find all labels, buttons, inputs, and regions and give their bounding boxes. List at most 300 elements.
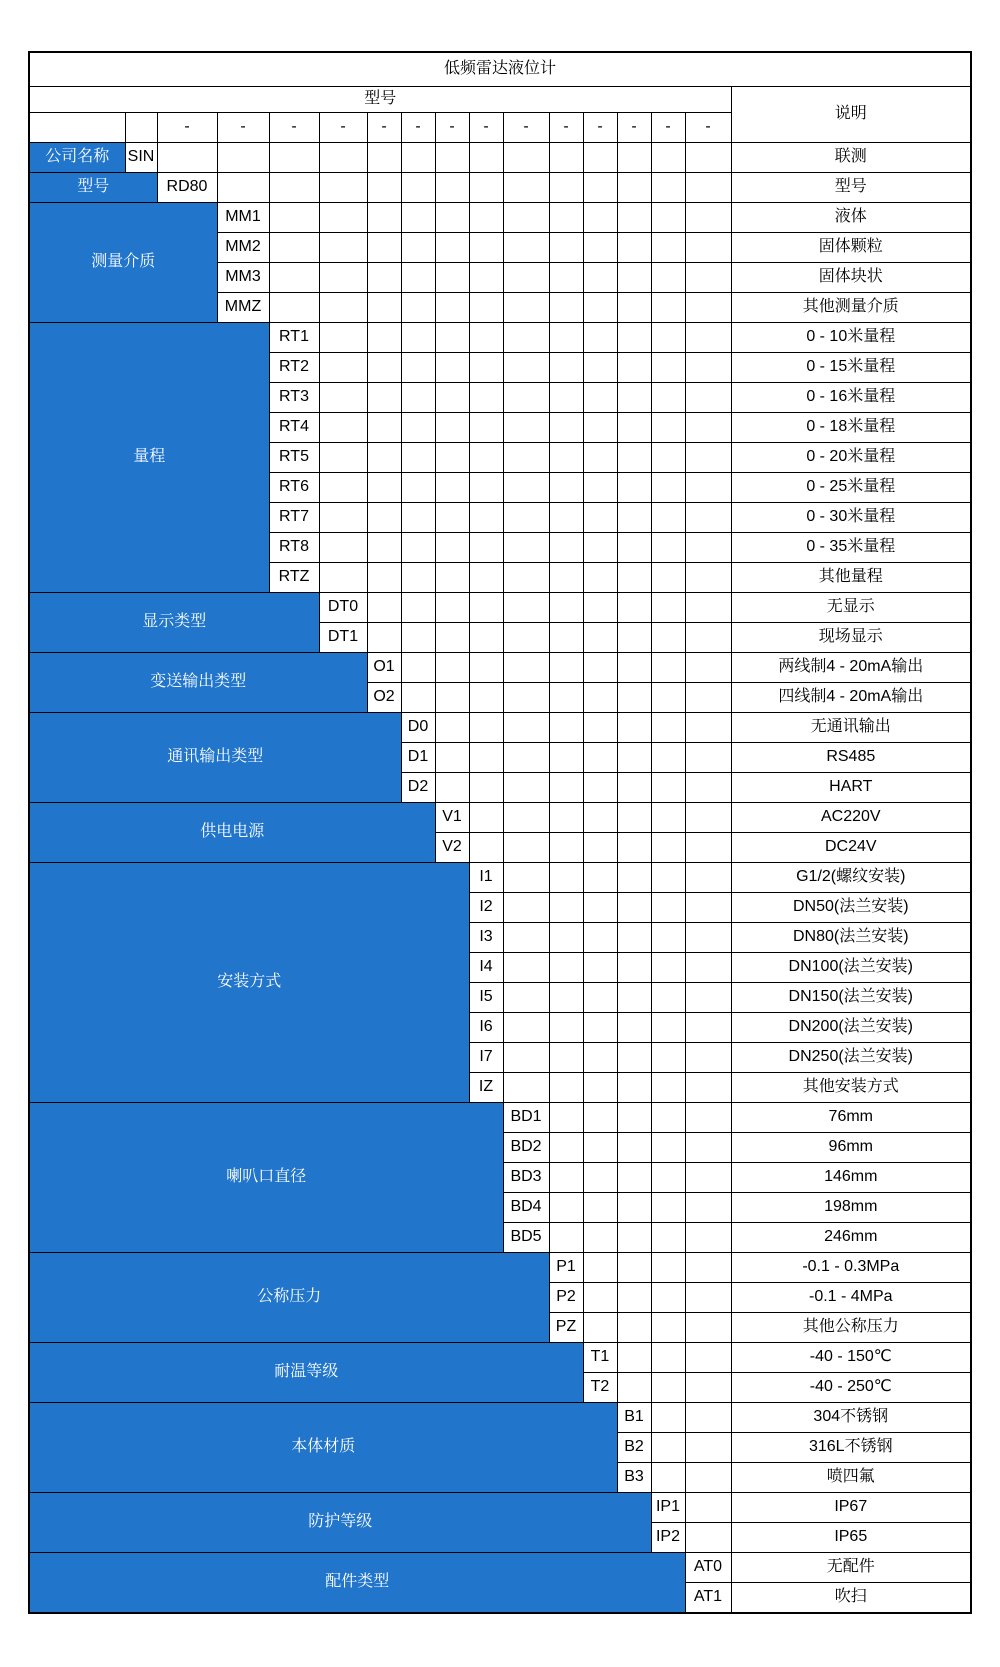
empty-grid-cell [651,983,685,1013]
empty-grid-cell [367,203,401,233]
category-label: 本体材质 [29,1403,617,1493]
empty-grid-cell [367,323,401,353]
description-cell: 液体 [731,203,971,233]
empty-grid-cell [651,323,685,353]
empty-grid-cell [583,773,617,803]
empty-grid-cell [617,443,651,473]
empty-grid-cell [583,743,617,773]
empty-grid-cell [503,773,549,803]
empty-grid-cell [685,503,731,533]
description-cell: 0 - 25米量程 [731,473,971,503]
empty-grid-cell [549,623,583,653]
empty-grid-cell [319,473,367,503]
empty-grid-cell [469,743,503,773]
empty-grid-cell [549,743,583,773]
empty-grid-cell [269,293,319,323]
empty-grid-cell [685,803,731,833]
empty-grid-cell [651,1163,685,1193]
empty-grid-cell [503,563,549,593]
category-label: 配件类型 [29,1553,685,1614]
empty-grid-cell [503,983,549,1013]
code-cell: IP1 [651,1493,685,1523]
empty-grid-cell [617,143,651,173]
model-header-cell: 型号 [29,87,731,113]
empty-grid-cell [685,1463,731,1493]
empty-grid-cell [685,533,731,563]
empty-grid-cell [617,173,651,203]
empty-grid-cell [583,383,617,413]
empty-grid-cell [435,653,469,683]
dash-cell: - [367,113,401,143]
empty-grid-cell [549,1133,583,1163]
empty-grid-cell [651,293,685,323]
category-label: 安装方式 [29,863,469,1103]
empty-grid-cell [617,503,651,533]
empty-grid-cell [583,863,617,893]
dash-cell: - [549,113,583,143]
description-cell: 198mm [731,1193,971,1223]
empty-grid-cell [469,173,503,203]
empty-grid-cell [435,173,469,203]
spec-row [29,1343,971,1373]
empty-grid-cell [469,653,503,683]
empty-grid-cell [435,533,469,563]
empty-grid-cell [617,833,651,863]
empty-grid-cell [583,473,617,503]
empty-grid-cell [319,383,367,413]
empty-grid-cell [685,863,731,893]
empty-grid-cell [435,773,469,803]
description-cell: 其他公称压力 [731,1313,971,1343]
empty-grid-cell [617,1043,651,1073]
empty-grid-cell [685,233,731,263]
dash-cell: - [583,113,617,143]
description-cell: HART [731,773,971,803]
empty-grid-cell [651,923,685,953]
description-cell: 固体块状 [731,263,971,293]
empty-grid-cell [685,833,731,863]
empty-grid-cell [469,323,503,353]
empty-grid-cell [685,1403,731,1433]
code-cell: I7 [469,1043,503,1073]
title-row [29,52,971,87]
empty-grid-cell [549,1013,583,1043]
empty-grid-cell [583,893,617,923]
empty-grid-cell [401,473,435,503]
code-cell: BD5 [503,1223,549,1253]
empty-grid-cell [549,833,583,863]
code-cell: AT0 [685,1553,731,1583]
empty-grid-cell [583,1193,617,1223]
empty-grid-cell [549,653,583,683]
empty-grid-cell [549,263,583,293]
code-cell: RT3 [269,383,319,413]
empty-grid-cell [685,713,731,743]
empty-grid-cell [503,1043,549,1073]
empty-grid-cell [617,293,651,323]
empty-grid-cell [651,803,685,833]
empty-grid-cell [549,683,583,713]
empty-grid-cell [435,413,469,443]
empty-grid-cell [367,443,401,473]
empty-grid-cell [651,1403,685,1433]
empty-grid-cell [367,263,401,293]
description-cell: 316L不锈钢 [731,1433,971,1463]
empty-grid-cell [367,563,401,593]
category-label: 通讯输出类型 [29,713,401,803]
empty-grid-cell [319,293,367,323]
empty-grid-cell [685,983,731,1013]
empty-grid-cell [651,1193,685,1223]
empty-grid-cell [617,1343,651,1373]
empty-grid-cell [549,533,583,563]
description-cell: 喷四氟 [731,1463,971,1493]
spec-row [29,1103,971,1133]
empty-grid-cell [367,593,401,623]
empty-grid-cell [469,833,503,863]
empty-grid-cell [583,803,617,833]
empty-grid-cell [549,953,583,983]
empty-grid-cell [583,233,617,263]
code-cell: P2 [549,1283,583,1313]
empty-grid-cell [319,353,367,383]
empty-grid-cell [401,683,435,713]
empty-grid-cell [685,1223,731,1253]
empty-grid-cell [549,593,583,623]
dash-cell: - [503,113,549,143]
empty-grid-cell [549,233,583,263]
spec-row [29,143,971,173]
empty-grid-cell [503,293,549,323]
description-cell: -0.1 - 0.3MPa [731,1253,971,1283]
description-cell: 固体颗粒 [731,233,971,263]
empty-grid-cell [651,773,685,803]
empty-grid-cell [685,1433,731,1463]
empty-grid-cell [583,1103,617,1133]
empty-grid-cell [435,503,469,533]
empty-grid-cell [685,1163,731,1193]
empty-grid-cell [435,293,469,323]
empty-grid-cell [469,503,503,533]
description-cell: 现场显示 [731,623,971,653]
code-cell: RD80 [157,173,217,203]
empty-grid-cell [583,593,617,623]
empty-grid-cell [469,353,503,383]
code-cell: RT6 [269,473,319,503]
empty-grid-cell [617,533,651,563]
empty-grid-cell [503,533,549,563]
empty-grid-cell [583,1313,617,1343]
empty-grid-cell [549,713,583,743]
empty-grid-cell [319,323,367,353]
description-cell: 无显示 [731,593,971,623]
empty-grid-cell [367,143,401,173]
empty-grid-cell [583,1043,617,1073]
empty-grid-cell [503,203,549,233]
empty-grid-cell [269,173,319,203]
empty-grid-cell [651,833,685,863]
empty-grid-cell [583,143,617,173]
model-selection-table [28,51,972,1614]
empty-grid-cell [319,263,367,293]
empty-grid-cell [651,563,685,593]
empty-grid-cell [617,1163,651,1193]
empty-grid-cell [549,1043,583,1073]
empty-grid-cell [685,263,731,293]
empty-grid-cell [685,653,731,683]
empty-grid-cell [685,893,731,923]
dash-cell: - [617,113,651,143]
empty-grid-cell [617,413,651,443]
empty-grid-cell [401,293,435,323]
empty-grid-cell [401,323,435,353]
empty-grid-cell [617,1073,651,1103]
empty-grid-cell [685,593,731,623]
empty-grid-cell [617,323,651,353]
empty-grid-cell [685,323,731,353]
empty-grid-cell [617,1133,651,1163]
empty-grid-cell [583,1253,617,1283]
empty-grid-cell [549,473,583,503]
empty-grid-cell [549,983,583,1013]
empty-grid-cell [503,923,549,953]
description-cell: 0 - 18米量程 [731,413,971,443]
code-cell: BD4 [503,1193,549,1223]
code-cell: B1 [617,1403,651,1433]
code-cell: V2 [435,833,469,863]
description-cell: 其他安装方式 [731,1073,971,1103]
empty-grid-cell [469,143,503,173]
description-header-cell: 说明 [731,87,971,143]
empty-grid-cell [503,713,549,743]
empty-grid-cell [503,233,549,263]
empty-grid-cell [503,173,549,203]
description-cell: 联测 [731,143,971,173]
empty-grid-cell [651,383,685,413]
code-cell: B2 [617,1433,651,1463]
empty-grid-cell [651,1343,685,1373]
dash-cell: - [435,113,469,143]
empty-grid-cell [435,383,469,413]
empty-grid-cell [157,143,217,173]
code-cell: AT1 [685,1583,731,1614]
empty-grid-cell [685,1193,731,1223]
code-cell: BD2 [503,1133,549,1163]
empty-grid-cell [503,833,549,863]
empty-grid-cell [469,593,503,623]
category-label: 公称压力 [29,1253,549,1343]
empty-grid-cell [651,1283,685,1313]
empty-grid-cell [583,1283,617,1313]
empty-grid-cell [269,143,319,173]
empty-grid-cell [617,893,651,923]
empty-grid-cell [469,473,503,503]
empty-grid-cell [685,173,731,203]
empty-grid-cell [651,1223,685,1253]
empty-grid-cell [269,203,319,233]
spec-row [29,863,971,893]
empty-grid-cell [617,623,651,653]
empty-grid-cell [617,233,651,263]
code-cell: DT0 [319,593,367,623]
empty-grid-cell [217,173,269,203]
empty-grid-cell [617,923,651,953]
empty-grid-cell [269,263,319,293]
description-cell: 0 - 20米量程 [731,443,971,473]
empty-grid-cell [685,563,731,593]
code-cell: I3 [469,923,503,953]
empty-grid-cell [469,623,503,653]
dash-cell: - [401,113,435,143]
code-cell: MM2 [217,233,269,263]
empty-grid-cell [685,353,731,383]
description-cell: IP65 [731,1523,971,1553]
empty-grid-cell [651,1103,685,1133]
empty-grid-cell [583,263,617,293]
empty-grid-cell [319,143,367,173]
description-cell: 146mm [731,1163,971,1193]
empty-grid-cell [503,623,549,653]
code-cell: RT7 [269,503,319,533]
description-cell: RS485 [731,743,971,773]
spec-table-wrap [28,51,972,1614]
spec-row [29,1253,971,1283]
code-cell: RT8 [269,533,319,563]
empty-grid-cell [469,293,503,323]
empty-grid-cell [583,293,617,323]
empty-grid-cell [549,1073,583,1103]
empty-grid-cell [319,503,367,533]
empty-grid-cell [401,143,435,173]
empty-grid-cell [435,233,469,263]
description-cell: G1/2(螺纹安装) [731,863,971,893]
code-cell: MM3 [217,263,269,293]
code-cell: D2 [401,773,435,803]
empty-grid-cell [549,863,583,893]
empty-grid-cell [617,743,651,773]
empty-grid-cell [549,203,583,233]
empty-grid-cell [435,743,469,773]
empty-grid-cell [217,143,269,173]
empty-grid-cell [617,593,651,623]
description-cell: DN50(法兰安装) [731,893,971,923]
empty-grid-cell [367,533,401,563]
empty-grid-cell [549,563,583,593]
description-cell: 0 - 16米量程 [731,383,971,413]
empty-grid-cell [319,173,367,203]
empty-grid-cell [367,353,401,383]
category-label: 变送输出类型 [29,653,367,713]
empty-grid-cell [367,233,401,263]
empty-grid-cell [503,863,549,893]
empty-grid-cell [651,743,685,773]
empty-grid-cell [651,203,685,233]
category-label: 防护等级 [29,1493,651,1553]
empty-grid-cell [503,653,549,683]
empty-grid-cell [503,683,549,713]
category-label: 公司名称 [29,143,125,173]
category-label: 型号 [29,173,157,203]
model-header-row [29,87,971,113]
empty-grid-cell [651,233,685,263]
empty-grid-cell [617,773,651,803]
empty-grid-cell [549,443,583,473]
description-cell: -40 - 150℃ [731,1343,971,1373]
description-cell: 0 - 15米量程 [731,353,971,383]
spec-row [29,653,971,683]
empty-grid-cell [651,1463,685,1493]
empty-grid-cell [617,383,651,413]
spec-row [29,803,971,833]
description-cell: 其他测量介质 [731,293,971,323]
description-cell: DN150(法兰安装) [731,983,971,1013]
empty-grid-cell [401,563,435,593]
empty-grid-cell [617,1223,651,1253]
empty-grid-cell [617,1253,651,1283]
empty-grid-cell [685,1133,731,1163]
empty-grid-cell [617,1103,651,1133]
empty-grid-cell [685,143,731,173]
empty-grid-cell [583,1073,617,1103]
empty-grid-cell [503,743,549,773]
description-cell: -40 - 250℃ [731,1373,971,1403]
empty-grid-cell [583,203,617,233]
code-cell: I6 [469,1013,503,1043]
empty-grid-cell [469,803,503,833]
empty-grid-cell [435,323,469,353]
empty-grid-cell [583,1223,617,1253]
empty-grid-cell [549,413,583,443]
empty-grid-cell [617,1193,651,1223]
empty-grid-cell [503,803,549,833]
description-cell: 0 - 35米量程 [731,533,971,563]
dash-cell: - [651,113,685,143]
empty-grid-cell [617,713,651,743]
empty-grid-cell [651,953,685,983]
empty-grid-cell [583,1163,617,1193]
empty-grid-cell [651,623,685,653]
description-cell: DN100(法兰安装) [731,953,971,983]
empty-grid-cell [685,623,731,653]
empty-grid-cell [319,203,367,233]
empty-grid-cell [685,743,731,773]
empty-grid-cell [617,653,651,683]
empty-grid-cell [617,1283,651,1313]
spec-row [29,1493,971,1523]
empty-grid-cell [651,143,685,173]
empty-grid-cell [469,263,503,293]
description-cell: 76mm [731,1103,971,1133]
empty-grid-cell [549,1223,583,1253]
description-cell: AC220V [731,803,971,833]
empty-grid-cell [651,653,685,683]
code-cell: D1 [401,743,435,773]
description-cell: 0 - 30米量程 [731,503,971,533]
empty-grid-cell [319,413,367,443]
empty-grid-cell [319,563,367,593]
empty-grid-cell [583,623,617,653]
empty-grid-cell [685,383,731,413]
empty-grid-cell [367,473,401,503]
empty-grid-cell [685,1013,731,1043]
empty-grid-cell [685,1043,731,1073]
empty-grid-cell [549,773,583,803]
description-cell: 0 - 10米量程 [731,323,971,353]
code-cell: IZ [469,1073,503,1103]
empty-grid-cell [503,143,549,173]
empty-grid-cell [401,503,435,533]
empty-grid-cell [685,773,731,803]
